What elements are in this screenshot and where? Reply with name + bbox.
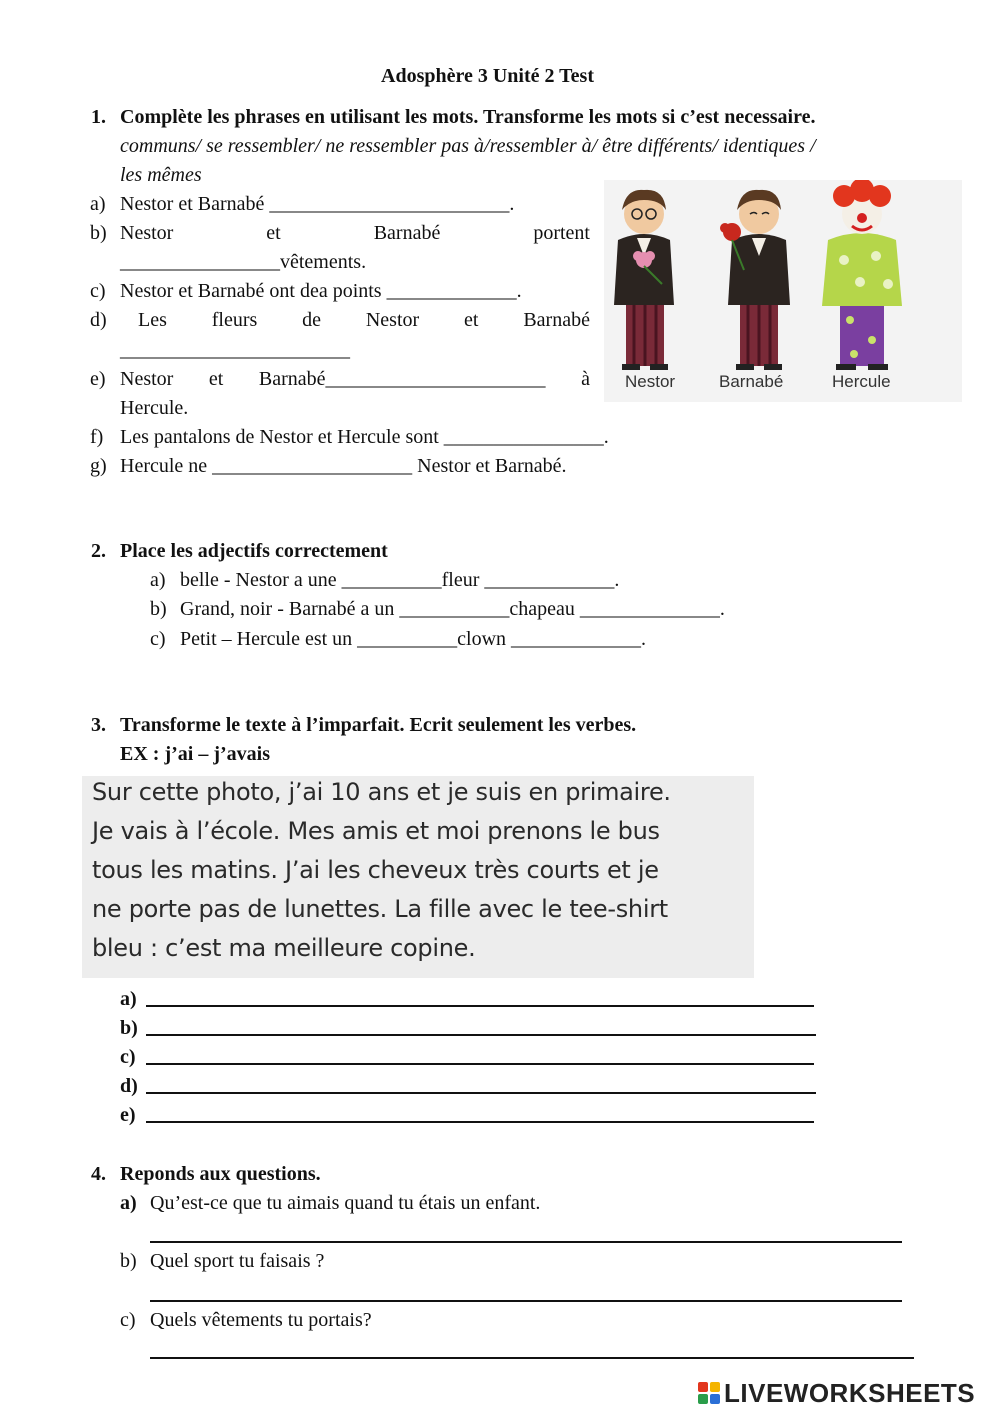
page-title: Adosphère 3 Unité 2 Test [381, 65, 594, 87]
ex1-b-line [120, 219, 590, 248]
ex3-number: 3. [91, 714, 106, 736]
excerpt-line: Je vais à l’école. Mes amis et moi prenons le bus [92, 817, 660, 845]
label-barnabe: Barnabé [719, 372, 784, 391]
ex1-b-word: et [266, 222, 281, 244]
ex3-answer-letter: a) [120, 988, 137, 1010]
barnabe-figure [720, 190, 790, 370]
ex2-b-text: Grand, noir - Barnabé a un ___________chapeau ______________. [180, 598, 725, 620]
ex1-b-word: Barnabé [373, 222, 441, 244]
excerpt-line: ne porte pas de lunettes. La fille avec le tee-shirt [92, 895, 668, 923]
ex1-e-letter: e) [90, 368, 106, 390]
ex1-e-line [120, 365, 590, 394]
ex1-word-bank: communs/ se ressembler/ ne ressembler pas à/ressembler à/ être différents/ identiques / [120, 135, 816, 157]
ex4-a-question: Qu’est-ce que tu aimais quand tu étais un enfant. [150, 1192, 541, 1214]
ex1-c-text: Nestor et Barnabé ont dea points _____________. [120, 280, 522, 302]
ex1-word-bank-cont: les mêmes [120, 164, 202, 186]
ex2-c-letter: c) [150, 628, 166, 650]
ex4-c-question: Quels vêtements tu portais? [150, 1309, 372, 1331]
ex2-number: 2. [91, 540, 106, 562]
ex1-a-letter: a) [90, 193, 106, 215]
ex4-a-letter: a) [120, 1192, 137, 1214]
liveworksheets-logo [698, 1377, 976, 1408]
ex3-answer-letter: d) [120, 1075, 138, 1097]
ex4-c-letter: c) [120, 1309, 136, 1331]
ex1-f-text: Les pantalons de Nestor et Hercule sont ________________. [120, 426, 609, 448]
ex4-answer-line-c[interactable] [150, 1357, 914, 1359]
ex4-number: 4. [91, 1163, 106, 1185]
ex1-d-letter: d) [90, 309, 107, 331]
ex1-e-word: à [581, 368, 590, 390]
excerpt-line: Sur cette photo, j’ai 10 ans et je suis en primaire. [92, 778, 671, 806]
ex3-answer-line-e[interactable] [146, 1121, 814, 1123]
ex1-number: 1. [91, 106, 106, 128]
ex1-instruction: Complète les phrases en utilisant les mots. Transforme les mots si c’est necessaire. [120, 106, 816, 128]
ex1-b-continuation: ________________vêtements. [120, 251, 367, 273]
ex1-a-text: Nestor et Barnabé ________________________. [120, 193, 515, 215]
liveworksheets-mark-icon [698, 1382, 720, 1404]
ex3-answer-line-a[interactable] [146, 1005, 814, 1007]
ex1-g-letter: g) [90, 455, 107, 477]
characters-drawing [604, 180, 962, 370]
ex4-b-letter: b) [120, 1250, 137, 1272]
ex4-answer-line-b[interactable] [150, 1300, 902, 1302]
ex2-a-text: belle - Nestor a une __________fleur _____________. [180, 569, 620, 591]
label-nestor: Nestor [625, 372, 676, 391]
nestor-figure [614, 190, 674, 370]
ex1-d-continuation: _______________________ [120, 339, 350, 361]
ex4-answer-line-a[interactable] [150, 1241, 902, 1243]
ex1-b-word: portent [533, 222, 590, 244]
ex1-e-word: et [208, 368, 224, 390]
ex3-instruction: Transforme le texte à l’imparfait. Ecrit seulement les verbes. [120, 714, 637, 736]
excerpt-line: bleu : c’est ma meilleure copine. [92, 934, 476, 962]
ex3-answer-line-b[interactable] [146, 1034, 816, 1036]
ex1-d-word: Les [138, 309, 167, 331]
hercule-figure [822, 180, 902, 370]
ex1-d-word: Barnabé [523, 309, 590, 331]
ex3-answer-letter: c) [120, 1046, 136, 1068]
ex3-answer-line-c[interactable] [146, 1063, 814, 1065]
ex1-e-continuation: Hercule. [120, 397, 189, 419]
ex3-example: EX : j’ai – j’avais [120, 743, 270, 765]
ex1-e-word: Nestor [120, 368, 174, 390]
ex1-b-word: Nestor [120, 222, 174, 244]
ex2-b-letter: b) [150, 598, 167, 620]
ex1-c-letter: c) [90, 280, 106, 302]
ex1-f-letter: f) [90, 426, 104, 448]
ex4-b-question: Quel sport tu faisais ? [150, 1250, 325, 1272]
label-hercule: Hercule [832, 372, 891, 391]
ex3-answer-line-d[interactable] [146, 1092, 816, 1094]
ex1-b-letter: b) [90, 222, 107, 244]
ex2-a-letter: a) [150, 569, 166, 591]
ex2-instruction: Place les adjectifs correctement [120, 540, 388, 562]
text-excerpt-image [82, 776, 754, 978]
characters-illustration [604, 180, 962, 402]
ex3-answer-letter: e) [120, 1104, 136, 1126]
ex3-answer-letter: b) [120, 1017, 138, 1039]
brand-name: LIVEWORKSHEETS [724, 1377, 976, 1408]
ex2-c-text: Petit – Hercule est un __________clown _____________. [180, 628, 647, 650]
ex1-e-word: Barnabé______________________ [258, 368, 546, 390]
ex1-d-word: et [464, 309, 479, 331]
ex1-g-text: Hercule ne ____________________ Nestor et Barnabé. [120, 455, 567, 477]
ex1-d-word: fleurs [211, 309, 258, 331]
ex1-d-word: de [302, 309, 322, 331]
ex1-d-word: Nestor [365, 309, 420, 331]
ex4-instruction: Reponds aux questions. [120, 1163, 321, 1185]
excerpt-line: tous les matins. J’ai les cheveux très courts et je [92, 856, 659, 884]
ex1-d-line [138, 306, 590, 335]
